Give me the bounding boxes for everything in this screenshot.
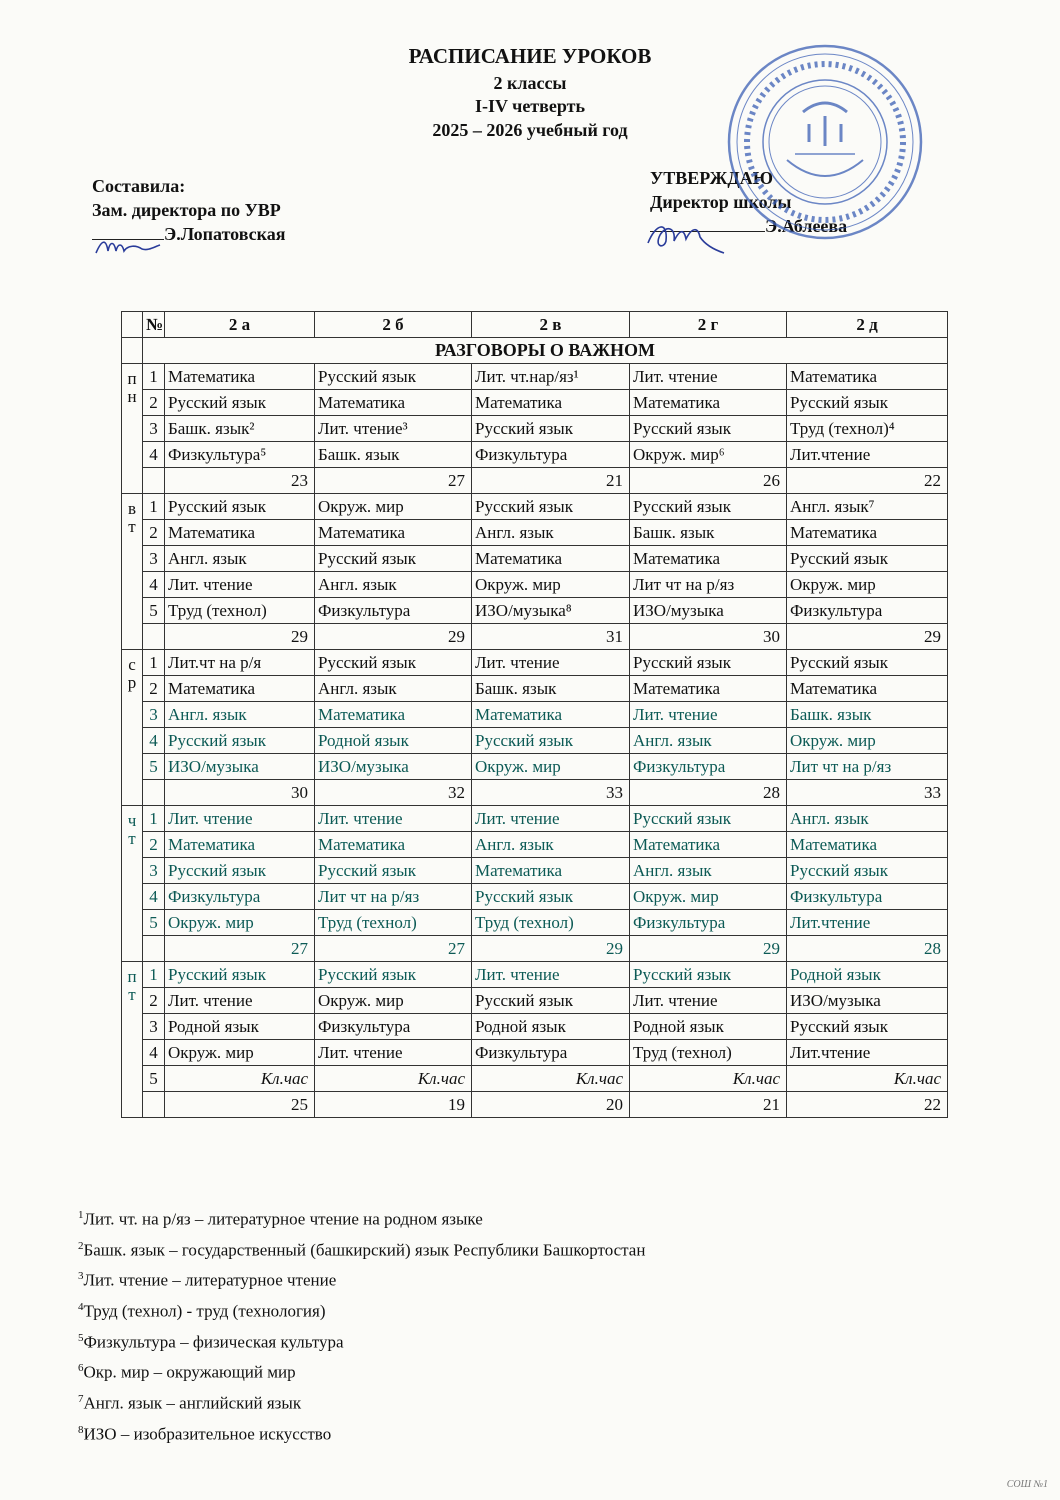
school-stamp-icon bbox=[725, 42, 925, 242]
lesson-cell: Русский язык bbox=[315, 858, 472, 884]
lesson-cell: Физкультура bbox=[472, 442, 630, 468]
year-subtitle: 2025 – 2026 учебный год bbox=[432, 120, 628, 140]
lesson-number: 3 bbox=[143, 702, 165, 728]
lesson-number: 4 bbox=[143, 442, 165, 468]
lesson-cell: Лит. чтение bbox=[165, 988, 315, 1014]
lesson-cell: Математика bbox=[315, 520, 472, 546]
compiler-position: Зам. директора по УВР bbox=[92, 200, 281, 220]
lesson-number: 2 bbox=[143, 520, 165, 546]
weekly-load-total: 32 bbox=[315, 780, 472, 806]
footnote-text: Англ. язык – английский язык bbox=[83, 1393, 302, 1413]
lesson-cell: Математика bbox=[630, 390, 787, 416]
approver-position: Директор школы bbox=[650, 192, 792, 212]
weekly-load-total: 22 bbox=[787, 468, 948, 494]
lesson-cell: Кл.час bbox=[165, 1066, 315, 1092]
signature-scribble-icon bbox=[642, 213, 732, 257]
lesson-cell: Родной язык bbox=[165, 1014, 315, 1040]
weekly-load-total: 29 bbox=[165, 624, 315, 650]
lesson-cell: Башк. язык bbox=[472, 676, 630, 702]
lesson-cell: Окруж. мир⁶ bbox=[630, 442, 787, 468]
signature-scribble-icon bbox=[92, 235, 162, 259]
footnotes bbox=[78, 1202, 645, 1447]
lesson-row bbox=[122, 962, 948, 988]
lesson-cell: Русский язык bbox=[315, 650, 472, 676]
lesson-row bbox=[122, 390, 948, 416]
lesson-number: 3 bbox=[143, 1014, 165, 1040]
lesson-cell: Труд (технол) bbox=[630, 1040, 787, 1066]
footnote bbox=[78, 1202, 645, 1233]
lesson-row bbox=[122, 910, 948, 936]
page-title: РАСПИСАНИЕ УРОКОВ bbox=[408, 44, 652, 68]
lesson-cell: Математика bbox=[472, 546, 630, 572]
lesson-cell: Лит чт на р/яз bbox=[630, 572, 787, 598]
lesson-cell: Башк. язык bbox=[315, 442, 472, 468]
lesson-cell: Окруж. мир bbox=[787, 728, 948, 754]
corner-cell bbox=[122, 312, 143, 338]
lesson-cell: Родной язык bbox=[630, 1014, 787, 1040]
lesson-cell: Русский язык bbox=[787, 650, 948, 676]
footnote bbox=[78, 1325, 645, 1356]
footnote-marker: 8 bbox=[78, 1423, 84, 1436]
grade-subtitle: 2 классы bbox=[493, 73, 567, 93]
compiler-label: Составила: bbox=[92, 176, 186, 196]
lesson-cell: Русский язык bbox=[315, 546, 472, 572]
lesson-cell: Русский язык bbox=[472, 494, 630, 520]
lesson-number: 4 bbox=[143, 572, 165, 598]
lesson-cell: Англ. язык bbox=[315, 676, 472, 702]
lesson-number: 2 bbox=[143, 988, 165, 1014]
lesson-number: 2 bbox=[143, 832, 165, 858]
lesson-cell: Окруж. мир bbox=[472, 572, 630, 598]
lesson-cell: Математика bbox=[315, 832, 472, 858]
approver-name: Э.Аблеева bbox=[765, 216, 848, 236]
footnote-marker: 5 bbox=[78, 1331, 84, 1344]
quarter-subtitle: I-IV четверть bbox=[474, 96, 585, 116]
footnote bbox=[78, 1386, 645, 1417]
lesson-cell: Русский язык bbox=[787, 390, 948, 416]
lesson-cell: Труд (технол) bbox=[165, 598, 315, 624]
lesson-cell: Лит чт на р/яз bbox=[315, 884, 472, 910]
lesson-cell: Русский язык bbox=[315, 364, 472, 390]
weekly-load-total: 30 bbox=[630, 624, 787, 650]
weekly-load-total: 33 bbox=[472, 780, 630, 806]
lesson-row bbox=[122, 494, 948, 520]
lesson-number: 3 bbox=[143, 416, 165, 442]
lesson-row bbox=[122, 988, 948, 1014]
weekly-load-total: 28 bbox=[630, 780, 787, 806]
lesson-cell: Математика bbox=[472, 702, 630, 728]
footnote bbox=[78, 1263, 645, 1294]
lesson-number: 2 bbox=[143, 676, 165, 702]
totals-spacer bbox=[143, 1092, 165, 1118]
lesson-row bbox=[122, 754, 948, 780]
lesson-cell: Окруж. мир bbox=[472, 754, 630, 780]
lesson-cell: Математика bbox=[472, 858, 630, 884]
lesson-cell: Математика bbox=[315, 702, 472, 728]
footnote-text: Башк. язык – государственный (башкирский) язык Республики Башкортостан bbox=[83, 1240, 646, 1260]
lesson-row bbox=[122, 520, 948, 546]
totals-row bbox=[122, 468, 948, 494]
footnote-marker: 4 bbox=[78, 1300, 84, 1313]
lesson-cell: Англ. язык bbox=[472, 520, 630, 546]
lesson-row bbox=[122, 1066, 948, 1092]
weekly-load-total: 27 bbox=[315, 936, 472, 962]
lesson-number: 1 bbox=[143, 806, 165, 832]
footnote-marker: 7 bbox=[78, 1392, 84, 1405]
totals-row bbox=[122, 1092, 948, 1118]
weekly-load-total: 26 bbox=[630, 468, 787, 494]
lesson-cell: Математика bbox=[165, 832, 315, 858]
lesson-row bbox=[122, 416, 948, 442]
lesson-cell: Лит. чтение³ bbox=[315, 416, 472, 442]
lesson-cell: Математика bbox=[787, 832, 948, 858]
lesson-cell: Русский язык bbox=[472, 884, 630, 910]
lesson-cell: Физкультура⁵ bbox=[165, 442, 315, 468]
weekly-load-total: 25 bbox=[165, 1092, 315, 1118]
lesson-row bbox=[122, 806, 948, 832]
lesson-cell: Русский язык bbox=[472, 988, 630, 1014]
lesson-cell: Лит. чтение bbox=[315, 1040, 472, 1066]
lesson-cell: Русский язык bbox=[472, 416, 630, 442]
totals-row bbox=[122, 780, 948, 806]
lesson-cell: Математика bbox=[165, 520, 315, 546]
lesson-cell: Англ. язык bbox=[472, 832, 630, 858]
footnote-text: Лит. чтение – литературное чтение bbox=[83, 1270, 337, 1290]
weekly-load-total: 27 bbox=[315, 468, 472, 494]
lesson-cell: Англ. язык bbox=[165, 546, 315, 572]
lesson-cell: Физкультура bbox=[787, 884, 948, 910]
totals-spacer bbox=[143, 936, 165, 962]
col-header-number: № bbox=[143, 312, 165, 338]
totals-row bbox=[122, 624, 948, 650]
weekly-load-total: 23 bbox=[165, 468, 315, 494]
lesson-cell: Лит. чтение bbox=[630, 364, 787, 390]
banner-razgovory: РАЗГОВОРЫ О ВАЖНОМ bbox=[143, 338, 948, 364]
lesson-cell: Русский язык bbox=[315, 962, 472, 988]
compiler-name: Э.Лопатовская bbox=[164, 224, 286, 244]
lesson-number: 5 bbox=[143, 754, 165, 780]
footnote bbox=[78, 1294, 645, 1325]
footnote-marker: 3 bbox=[78, 1270, 84, 1283]
col-header-2a: 2 а bbox=[165, 312, 315, 338]
lesson-cell: Лит. чт.нар/яз¹ bbox=[472, 364, 630, 390]
lesson-cell: Лит. чтение bbox=[315, 806, 472, 832]
footnote bbox=[78, 1355, 645, 1386]
lesson-cell: Русский язык bbox=[165, 494, 315, 520]
lesson-cell: Окруж. мир bbox=[165, 910, 315, 936]
lesson-cell: Русский язык bbox=[787, 1014, 948, 1040]
lesson-row bbox=[122, 858, 948, 884]
lesson-cell: Русский язык bbox=[630, 416, 787, 442]
lesson-number: 5 bbox=[143, 598, 165, 624]
lesson-row bbox=[122, 1040, 948, 1066]
lesson-cell: Русский язык bbox=[630, 962, 787, 988]
lesson-row bbox=[122, 832, 948, 858]
lesson-row bbox=[122, 364, 948, 390]
footnote-marker: 6 bbox=[78, 1362, 84, 1375]
lesson-cell: Лит. чтение bbox=[165, 572, 315, 598]
lesson-cell: Математика bbox=[787, 520, 948, 546]
lesson-number: 1 bbox=[143, 494, 165, 520]
lesson-cell: Математика bbox=[630, 676, 787, 702]
table-header-row bbox=[122, 312, 948, 338]
totals-spacer bbox=[143, 780, 165, 806]
col-header-2b: 2 б bbox=[315, 312, 472, 338]
weekly-load-total: 33 bbox=[787, 780, 948, 806]
lesson-number: 5 bbox=[143, 910, 165, 936]
lesson-cell: Кл.час bbox=[315, 1066, 472, 1092]
lesson-number: 1 bbox=[143, 650, 165, 676]
compiler-signature-line bbox=[92, 222, 286, 246]
weekly-load-total: 29 bbox=[315, 624, 472, 650]
lesson-cell: Лит. чтение bbox=[165, 806, 315, 832]
lesson-cell: Математика bbox=[787, 364, 948, 390]
lesson-cell: ИЗО/музыка bbox=[165, 754, 315, 780]
day-label-pn: п н bbox=[122, 364, 143, 494]
weekly-load-total: 30 bbox=[165, 780, 315, 806]
lesson-number: 5 bbox=[143, 1066, 165, 1092]
footnote bbox=[78, 1233, 645, 1264]
lesson-cell: Башк. язык bbox=[630, 520, 787, 546]
lesson-cell: Труд (технол) bbox=[315, 910, 472, 936]
lesson-row bbox=[122, 598, 948, 624]
day-label-sr: с р bbox=[122, 650, 143, 806]
lesson-cell: Родной язык bbox=[787, 962, 948, 988]
lesson-number: 3 bbox=[143, 546, 165, 572]
approver-label: УТВЕРЖДАЮ bbox=[650, 168, 774, 188]
lesson-cell: Физкультура bbox=[315, 1014, 472, 1040]
lesson-cell: Физкультура bbox=[787, 598, 948, 624]
lesson-row bbox=[122, 650, 948, 676]
lesson-cell: Кл.час bbox=[472, 1066, 630, 1092]
lesson-cell: Физкультура bbox=[630, 754, 787, 780]
banner-spacer bbox=[122, 338, 143, 364]
lesson-number: 1 bbox=[143, 364, 165, 390]
lesson-cell: Физкультура bbox=[472, 1040, 630, 1066]
lesson-cell: ИЗО/музыка bbox=[787, 988, 948, 1014]
lesson-cell: Русский язык bbox=[787, 858, 948, 884]
lesson-cell: Кл.час bbox=[630, 1066, 787, 1092]
lesson-cell: Англ. язык bbox=[630, 728, 787, 754]
weekly-load-total: 29 bbox=[472, 936, 630, 962]
lesson-cell: Лит. чтение bbox=[630, 988, 787, 1014]
footnote-marker: 1 bbox=[78, 1209, 84, 1221]
weekly-load-total: 27 bbox=[165, 936, 315, 962]
lesson-cell: Лит чт на р/яз bbox=[787, 754, 948, 780]
lesson-cell: Русский язык bbox=[787, 546, 948, 572]
col-header-2g: 2 г bbox=[630, 312, 787, 338]
totals-spacer bbox=[143, 468, 165, 494]
lesson-cell: Математика bbox=[787, 676, 948, 702]
lesson-cell: Родной язык bbox=[315, 728, 472, 754]
lesson-cell: Русский язык bbox=[630, 494, 787, 520]
lesson-cell: Математика bbox=[630, 832, 787, 858]
lesson-cell: ИЗО/музыка bbox=[630, 598, 787, 624]
lesson-cell: Англ. язык bbox=[630, 858, 787, 884]
lesson-cell: Башк. язык bbox=[787, 702, 948, 728]
lesson-number: 2 bbox=[143, 390, 165, 416]
lesson-cell: Лит. чтение bbox=[472, 650, 630, 676]
lesson-cell: Англ. язык bbox=[787, 806, 948, 832]
lesson-number: 1 bbox=[143, 962, 165, 988]
lesson-cell: Англ. язык bbox=[165, 702, 315, 728]
lesson-row bbox=[122, 728, 948, 754]
weekly-load-total: 20 bbox=[472, 1092, 630, 1118]
lesson-row bbox=[122, 702, 948, 728]
lesson-cell: Математика bbox=[472, 390, 630, 416]
lesson-cell: Лит.чтение bbox=[787, 910, 948, 936]
lesson-cell: Лит.чтение bbox=[787, 442, 948, 468]
lesson-cell: Лит. чтение bbox=[472, 962, 630, 988]
totals-row bbox=[122, 936, 948, 962]
lesson-cell: Окруж. мир bbox=[315, 988, 472, 1014]
weekly-load-total: 22 bbox=[787, 1092, 948, 1118]
footnote-text: ИЗО – изобразительное искусство bbox=[83, 1424, 332, 1444]
corner-watermark: СОШ №1 bbox=[1006, 1479, 1048, 1490]
footnote-text: Труд (технол) - труд (технология) bbox=[83, 1301, 326, 1321]
footnote-text: Окр. мир – окружающий мир bbox=[83, 1362, 296, 1382]
lesson-cell: Родной язык bbox=[472, 1014, 630, 1040]
weekly-load-total: 28 bbox=[787, 936, 948, 962]
compiler-signature bbox=[92, 239, 164, 240]
lesson-cell: Окруж. мир bbox=[787, 572, 948, 598]
day-label-pt: п т bbox=[122, 962, 143, 1118]
footnote-text: Физкультура – физическая культура bbox=[83, 1332, 344, 1352]
footnote-text: Лит. чт. на р/яз – литературное чтение на родном языке bbox=[83, 1209, 483, 1229]
lesson-cell: Труд (технол)⁴ bbox=[787, 416, 948, 442]
day-label-cht: ч т bbox=[122, 806, 143, 962]
lesson-cell: Математика bbox=[165, 364, 315, 390]
lesson-cell: Русский язык bbox=[165, 858, 315, 884]
lesson-number: 3 bbox=[143, 858, 165, 884]
lesson-cell: Окруж. мир bbox=[630, 884, 787, 910]
lesson-cell: Окруж. мир bbox=[315, 494, 472, 520]
lesson-cell: Русский язык bbox=[165, 728, 315, 754]
lesson-cell: Кл.час bbox=[787, 1066, 948, 1092]
lesson-cell: Физкультура bbox=[315, 598, 472, 624]
lesson-cell: Лит. чтение bbox=[630, 702, 787, 728]
lesson-cell: Лит. чтение bbox=[472, 806, 630, 832]
lesson-row bbox=[122, 884, 948, 910]
lesson-cell: Англ. язык bbox=[315, 572, 472, 598]
lesson-cell: ИЗО/музыка bbox=[315, 754, 472, 780]
weekly-load-total: 29 bbox=[630, 936, 787, 962]
lesson-cell: Окруж. мир bbox=[165, 1040, 315, 1066]
weekly-load-total: 31 bbox=[472, 624, 630, 650]
footnote-marker: 2 bbox=[78, 1239, 84, 1252]
lesson-cell: Труд (технол) bbox=[472, 910, 630, 936]
weekly-load-total: 21 bbox=[630, 1092, 787, 1118]
lesson-cell: Математика bbox=[165, 676, 315, 702]
lesson-cell: Англ. язык⁷ bbox=[787, 494, 948, 520]
lesson-number: 4 bbox=[143, 728, 165, 754]
schedule-table bbox=[121, 311, 948, 1118]
lesson-cell: Башк. язык² bbox=[165, 416, 315, 442]
lesson-cell: Математика bbox=[315, 390, 472, 416]
lesson-number: 4 bbox=[143, 1040, 165, 1066]
col-header-2v: 2 в bbox=[472, 312, 630, 338]
footnote bbox=[78, 1417, 645, 1448]
weekly-load-total: 21 bbox=[472, 468, 630, 494]
lesson-row bbox=[122, 546, 948, 572]
compiler-block bbox=[92, 174, 286, 246]
lesson-cell: Русский язык bbox=[165, 962, 315, 988]
lesson-cell: Русский язык bbox=[472, 728, 630, 754]
lesson-cell: Русский язык bbox=[630, 806, 787, 832]
lesson-number: 4 bbox=[143, 884, 165, 910]
lesson-cell: ИЗО/музыка⁸ bbox=[472, 598, 630, 624]
weekly-load-total: 29 bbox=[787, 624, 948, 650]
col-header-2d: 2 д bbox=[787, 312, 948, 338]
lesson-cell: Русский язык bbox=[630, 650, 787, 676]
lesson-row bbox=[122, 442, 948, 468]
lesson-cell: Физкультура bbox=[165, 884, 315, 910]
lesson-cell: Физкультура bbox=[630, 910, 787, 936]
lesson-cell: Лит.чт на р/я bbox=[165, 650, 315, 676]
lesson-cell: Лит.чтение bbox=[787, 1040, 948, 1066]
lesson-row bbox=[122, 1014, 948, 1040]
banner-row bbox=[122, 338, 948, 364]
lesson-cell: Русский язык bbox=[165, 390, 315, 416]
lesson-cell: Математика bbox=[630, 546, 787, 572]
day-label-vt: в т bbox=[122, 494, 143, 650]
lesson-row bbox=[122, 572, 948, 598]
weekly-load-total: 19 bbox=[315, 1092, 472, 1118]
lesson-row bbox=[122, 676, 948, 702]
totals-spacer bbox=[143, 624, 165, 650]
